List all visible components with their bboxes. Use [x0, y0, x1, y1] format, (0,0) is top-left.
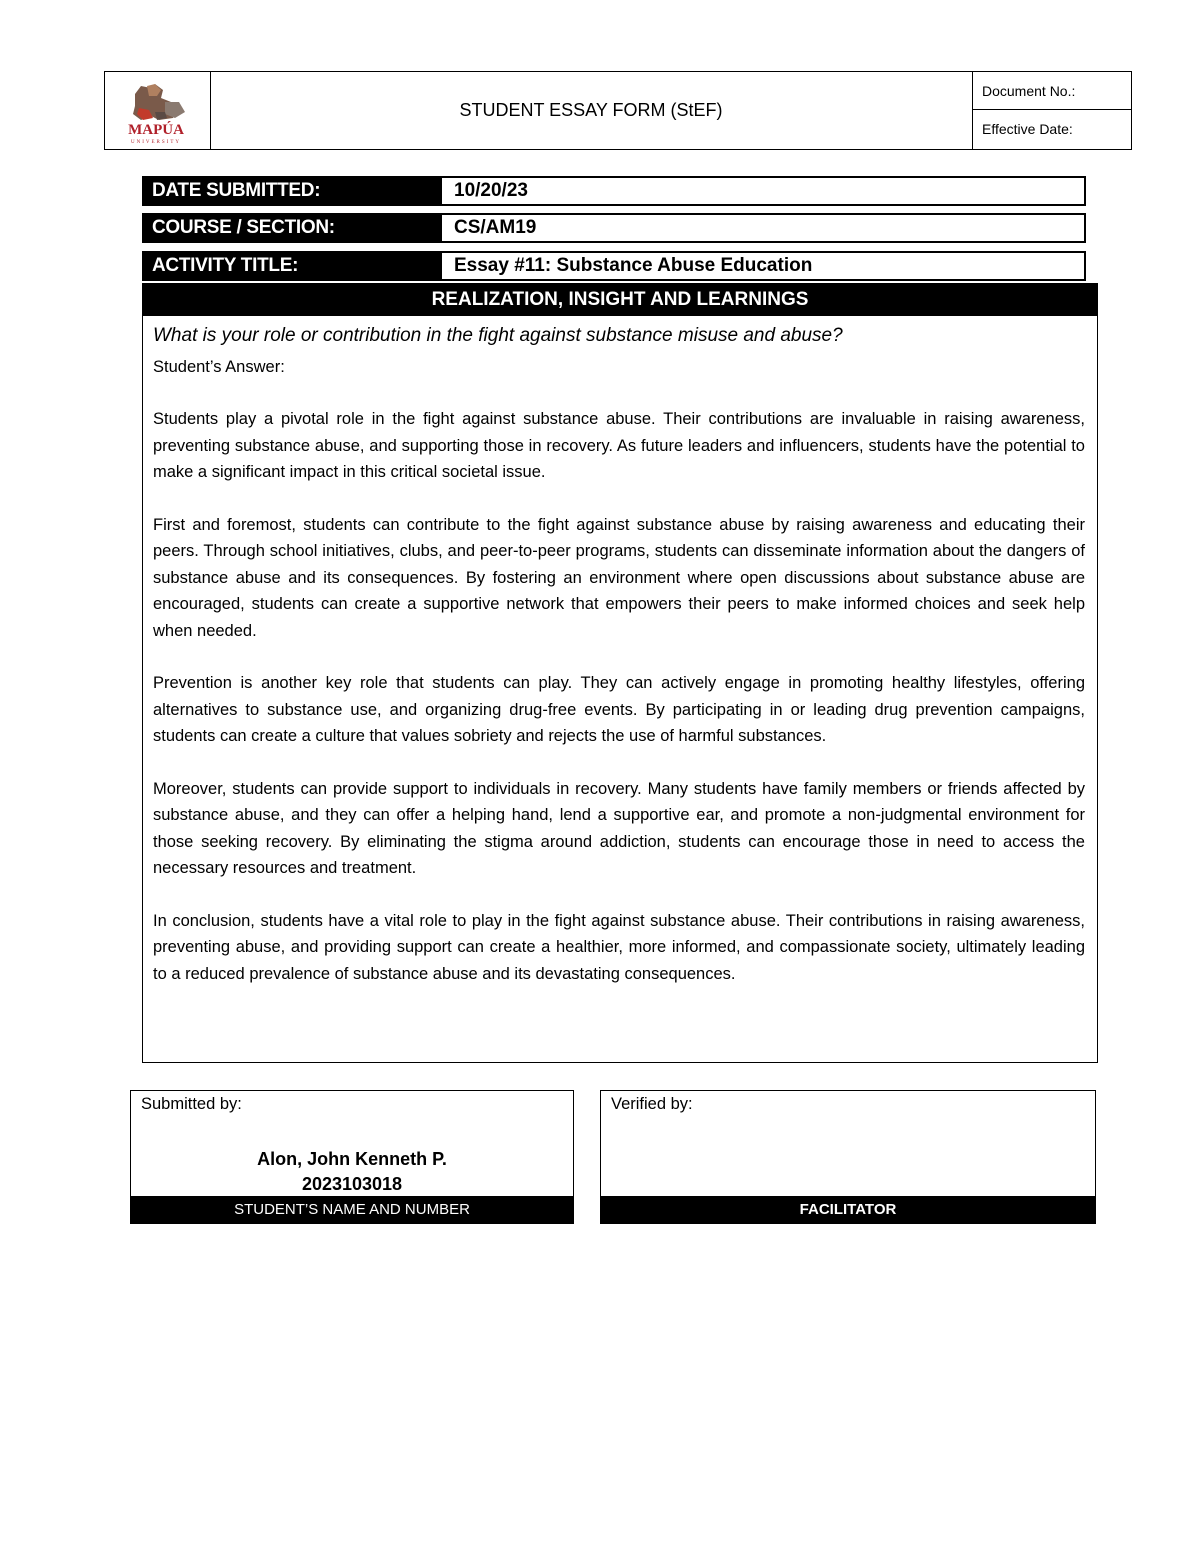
- form-header: [104, 71, 1132, 150]
- student-name: Alon, John Kenneth P.: [257, 1149, 447, 1169]
- submitted-by-label: Submitted by:: [141, 1095, 242, 1113]
- essay-paragraph: Prevention is another key role that students can play. They can actively engage in promoting healthy lifestyles, offering alternatives to substance use, and organizing drug-free events. By participating in or leading drug prevention campaigns, students can create a culture that values sobriety and rejects the use of harmful substances.: [153, 674, 1085, 745]
- course-section-label: COURSE / SECTION:: [142, 213, 440, 243]
- student-identity: [131, 1147, 573, 1197]
- date-submitted-label: DATE SUBMITTED:: [142, 176, 440, 206]
- verified-by-box: [600, 1090, 1096, 1224]
- course-section-row: [142, 213, 1086, 243]
- svg-text:MAPÚA: MAPÚA: [128, 122, 184, 138]
- essay-paragraph: Students play a pivotal role in the fight against substance abuse. Their contributions are invaluable in raising awareness, preventing substance abuse, and supporting those in recovery. As future leaders and influencers, students have the potential to make a significant impact in this critical societal issue.: [153, 410, 1085, 481]
- facilitator-footer: FACILITATOR: [601, 1196, 1095, 1223]
- verified-by-label: Verified by:: [611, 1095, 693, 1113]
- essay-paragraph: In conclusion, students have a vital role to play in the fight against substance abuse. Their contributions in raising awareness, preventing abuse, and providing support can create a healthier, more informed, and compassionate society, ultimately leading to a reduced prevalence of substance abuse and its devastating consequences.: [153, 911, 1085, 983]
- essay-section: [142, 283, 1098, 1063]
- student-number: 2023103018: [301, 1174, 403, 1194]
- effective-date-label: Effective Date:: [982, 121, 1073, 137]
- activity-title-value: Essay #11: Substance Abuse Education: [440, 251, 1086, 281]
- activity-title-row: [142, 251, 1086, 281]
- mapua-seal-icon: [105, 72, 210, 149]
- svg-text:UNIVERSITY: UNIVERSITY: [131, 140, 181, 145]
- form-title: STUDENT ESSAY FORM (StEF): [210, 72, 973, 149]
- course-section-value: CS/AM19: [440, 213, 1086, 243]
- answer-label: Student’s Answer:: [153, 358, 285, 376]
- essay-question: What is your role or contribution in the fight against substance misuse and abuse?: [153, 325, 843, 346]
- section-heading: REALIZATION, INSIGHT AND LEARNINGS: [143, 284, 1097, 316]
- document-meta: [972, 72, 1131, 149]
- university-logo: [105, 72, 211, 149]
- date-submitted-row: [142, 176, 1086, 206]
- activity-title-label: ACTIVITY TITLE:: [142, 251, 440, 281]
- document-no-label: Document No.:: [972, 72, 1131, 110]
- essay-paragraph: Moreover, students can provide support to individuals in recovery. Many students have family members or friends affected by substance abuse, and they can offer a helping hand, lend a supportive ear, and promote a non-judgmental environment for those seeking recovery. By eliminating the stigma around addiction, students can encourage those in need to access the necessary resources and treatment.: [153, 779, 1085, 877]
- essay-paragraph: First and foremost, students can contribute to the fight against substance abuse by raising awareness and educating their peers. Through school initiatives, clubs, and peer-to-peer programs, students can disseminate information about the dangers of substance abuse and its consequences. By fostering an environment where open discussions about substance abuse are encouraged, students can create a supportive network that empowers their peers to make informed choices and seek help when needed.: [153, 515, 1085, 640]
- essay-content: [153, 322, 1085, 1013]
- date-submitted-value: 10/20/23: [440, 176, 1086, 206]
- submitted-by-box: [130, 1090, 574, 1224]
- student-footer: STUDENT’S NAME AND NUMBER: [131, 1196, 573, 1223]
